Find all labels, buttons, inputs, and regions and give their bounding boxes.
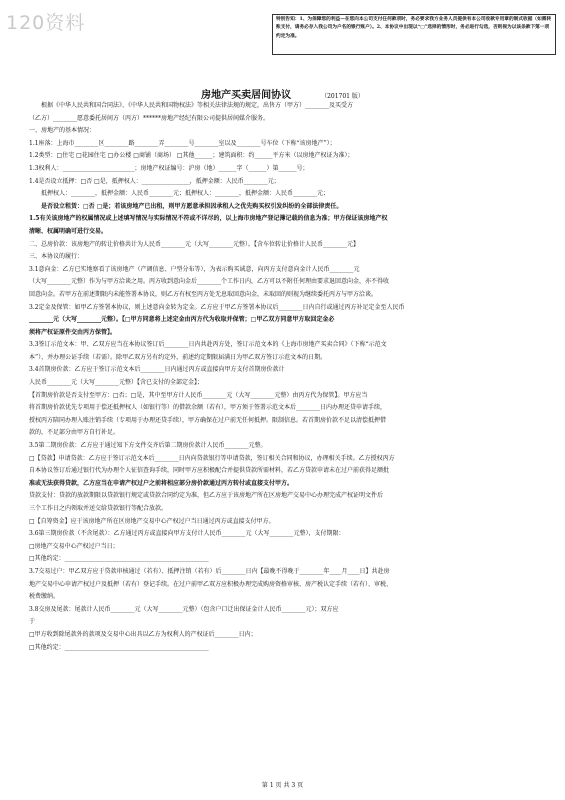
body-line: 1.3权利人：________________________；房地产权证编号：沪房（地）______字（______）第______号； — [29, 164, 309, 172]
body-line: 3.4首期房价款：乙方应于签订示范文本后________日内通过丙方或直接向甲方支付首期房价款计 — [29, 366, 285, 374]
body-line: 清晰、权属明确可进行交易。 — [29, 227, 108, 235]
title-text: 房地产买卖居间协议 — [201, 90, 292, 101]
body-line: （乙方）________愿意委托居间方（丙方）******房地产经纪有限公司提供居间媒介服务。 — [29, 114, 270, 122]
body-line: 自本协议签订后通过银行代为办理个人征信查询手续，同时甲方应积极配合并提供贷款所需材料，若乙方贷款申请未在过户前获得足额批 — [29, 467, 390, 475]
body-line: 二、总房价款：该房地产的转让价格共计为人民币________元（大写________元整）。【含车位转让价格计人民币________元】 — [29, 240, 360, 248]
body-line: 三、本协议的履行： — [29, 253, 84, 261]
body-line: 1.4是否设立抵押：□否 □是，抵押权人：________________，抵押金额：人民币________元； — [29, 177, 280, 185]
body-line: ________元（大写________元整）。【□甲方同意将上述定金由丙方代为收取并保管；□甲乙双方同意甲方取回定金必 — [29, 316, 335, 324]
body-line: 本”），并办理公证手续（若需）。除甲乙双方另有约定外，前述约定期限届满日为甲乙双方签订示范文本的日期。 — [29, 353, 327, 361]
page-footer: 第 1 页 共 3 页 — [261, 782, 304, 789]
body-line: 授权丙方陪同办理入账注销手续（专项用于办理还贷手续），甲方确保在过户前无任何抵押。限制信息。若首期房价款不足以清偿抵押借 — [29, 416, 387, 424]
body-line: 1.2类型：□住宅 □花园住宅 □办公楼 □商铺（商场） □其他______；建筑面积：约______平方米（以房地产权证为准）； — [29, 152, 354, 160]
body-line: 准或无法获得贷款，乙方应当在申请产权过户之前将相应部分房价款通过丙方转付或直接支付甲方。 — [29, 479, 294, 487]
body-line: 3.6第三期房价款（不含尾款）：乙方通过丙方或直接向甲方支付计人民币________元（大写________元整），支付期限： — [29, 530, 345, 538]
body-line: 回意向金。若甲方在前述期限内未能签署本协议，则乙方有权至丙方处无息取回意向金，未取回的则视为继续委托丙方与甲方洽谈。 — [29, 290, 378, 298]
body-line: 款的，不足部分由甲方自行补足。 — [29, 429, 120, 437]
body-line: 是否设立租赁：□否 □是；若该房地产已出租，则甲方愿意承担因承租人之优先购买权引发纠纷的全部法律责任。 — [41, 202, 343, 210]
body-line: 1.5有关该房地产的权属情况或上述填写情况与实际情况不符或不详尽的，以上海市房地产登记簿记载的信息为准；甲方保证该房地产权 — [29, 215, 388, 223]
body-line: □其他约定：________________________________________________ — [29, 555, 209, 563]
body-line: 人民币________元（大写________元整）【含已支付的全部定金】； — [29, 379, 204, 387]
body-line: （大写________元整）作为与甲方洽谈之用。丙方收到意向金后________个工作日内，乙方可以不附任何理由要求退回意向金，亦不得收 — [29, 278, 390, 286]
body-line: 3.8交房及尾款：尾款计人民币________元（大写________元整）（包含户口迁出保证金计人民币________元）；双方应 — [29, 605, 339, 613]
body-line: 须将产权证原件交由丙方保管】。 — [29, 328, 117, 336]
body-line: □【贷款】申请贷款：乙方应于签订示范文本后________日内向贷款银行等申请贷款，签订相关合同和协议，办理相关手续。乙方授权丙方 — [29, 454, 395, 462]
body-line: 抵押权人：________，抵押金额：人民币________元；抵押权人：________，抵押金额：人民币________元； — [41, 190, 330, 198]
body-line: 3.2定金及保管：如甲乙方签署本协议，则上述意向金转为定金。乙方应于甲乙方签署本协议后________日内自行或通过丙方补足定金至人民币 — [29, 303, 405, 311]
body-line: 税费缴纳。 — [29, 593, 60, 601]
body-line: 3.7交易过户：甲乙双方应于贷款审核通过（若有）、抵押注销（若有）后________日内【最晚不得晚于________年____月____日】共赴房 — [29, 567, 390, 575]
body-line: 【首期房价款是否支付至甲方：□否；□是，其中至甲方计人民币________元（大写________元整）由丙方代为保管】。甲方应当 — [29, 391, 368, 399]
body-line: 地产交易中心申请产权过户及抵押（若有）登记手续。在过户前甲乙双方应积极办理完成购房资格审核、房产税认定手续（若有）、审税、 — [29, 580, 393, 588]
body-line: 贷款支付：贷款的放款期限以贷款银行规定或贷款合同约定为准，但乙方应于该房地产所在区房地产交易中心办理完成产权证明文件后 — [29, 492, 384, 500]
special-notice-box: 特别告知：1、为保障您的利益—在您向本公司支付任何款项时，务必要求我方业务人员提供有本公司收款专用章的制式收据（如需转账支付，请务必存入我公司为户名的银行账户）。2、本协议中出现以“□”选择的情形时，务必进行勾选，否则视为以该条款下第一项约定为准。 — [272, 14, 556, 55]
document-title — [0, 86, 565, 101]
body-line: □甲方收到除尾款外的款项及交易中心出具以乙方为权利人的产权证后________日内； — [29, 630, 257, 638]
agreement-body — [29, 100, 544, 654]
body-line: 3.1意向金：乙方已实地察看了该房地产（产调信息、户型分布等），为表示购买诚意，向丙方支付意向金计人民币________元 — [29, 265, 360, 273]
body-line: □其他约定：________________________________________________ — [29, 643, 209, 651]
body-line: 将首期房价款优先专项用于偿还抵押权人（如银行等）的借款余额（若有），甲方须于签署示范文本后________日内办理还贷申请手续， — [29, 404, 387, 412]
body-line: 3.3签订示范文本：甲、乙双方应当在本协议签订后________日内共赴丙方处，签订示范文本的《上海市房地产买卖合同》（下称“示范文 — [29, 341, 387, 349]
version-label: （201701 版） — [321, 93, 364, 100]
body-line: 三个工作日之内领取并送交给贷款银行等配合放款。 — [29, 505, 168, 512]
body-line: 于 — [29, 618, 36, 626]
body-line: 一、房地产的基本情况： — [29, 127, 96, 135]
body-line: 1.1座落：上海市________区________路________弄________号________室以及________号车位（下称“该房地产”）； — [29, 139, 336, 147]
body-line: □【自筹资金】应于该房地产所在区房地产交易中心产权过户当日通过丙方或直接支付甲方。 — [29, 517, 275, 525]
body-line: 3.5第二期房价款：乙方应于通过知下方文件交齐后第二期房价款计人民币________元整。 — [29, 442, 267, 450]
watermark: 120资料 — [6, 12, 86, 34]
body-line: 根据《中华人民共和国合同法》、《中华人民共和国物权法》等相关法律法规的规定，出售方（甲方）________及买受方 — [41, 102, 354, 109]
body-line: □房地产交易中心产权过户当日； — [29, 542, 119, 550]
